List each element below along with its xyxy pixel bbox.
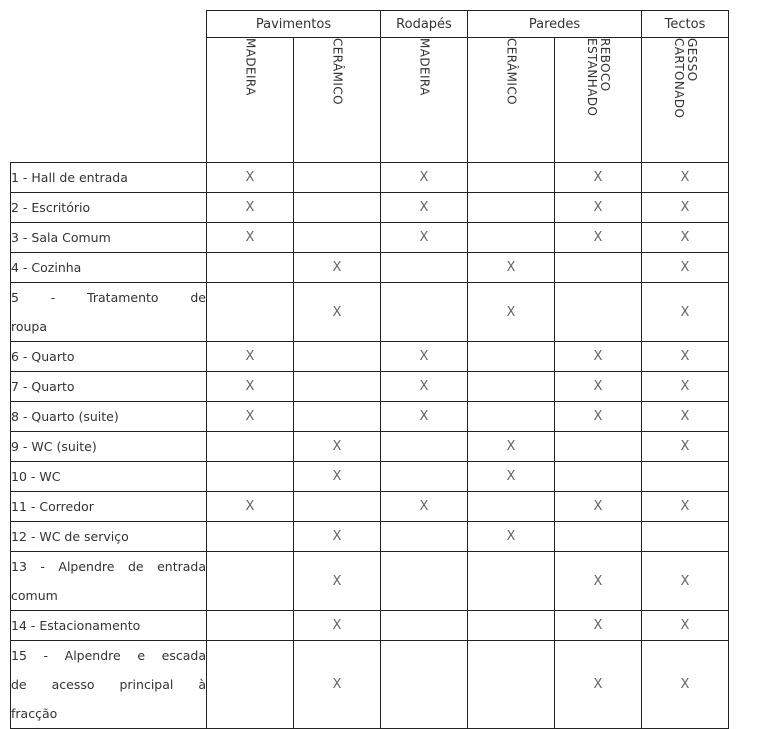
mark-cell [468, 163, 555, 193]
mark-cell: X [642, 372, 729, 402]
mark-cell: X [555, 193, 642, 223]
mark-cell [555, 462, 642, 492]
room-label [11, 641, 207, 729]
mark-cell [555, 432, 642, 462]
subheader-label: REBOCO ESTANHADO [585, 38, 612, 117]
table-row [11, 462, 729, 492]
mark-cell: X [294, 641, 381, 729]
mark-cell [381, 641, 468, 729]
mark-cell [468, 372, 555, 402]
room-label: 1 - Hall de entrada [11, 163, 207, 193]
mark-cell [468, 611, 555, 641]
mark-cell: X [294, 552, 381, 611]
room-label: 4 - Cozinha [11, 253, 207, 283]
room-label-line: comum [11, 588, 58, 603]
mark-cell: X [468, 522, 555, 552]
mark-cell [381, 462, 468, 492]
mark-cell: X [555, 611, 642, 641]
group-header-paredes: Paredes [468, 11, 642, 38]
room-label: 6 - Quarto [11, 342, 207, 372]
mark-cell: X [555, 163, 642, 193]
corner-cell [11, 11, 207, 38]
mark-cell [294, 402, 381, 432]
group-header-rodapes: Rodapés [381, 11, 468, 38]
room-label [11, 552, 207, 611]
subheader-cell [294, 38, 381, 163]
subheader-label: MADEIRA [243, 38, 258, 96]
mark-cell: X [642, 283, 729, 342]
mark-cell: X [642, 163, 729, 193]
mark-cell [294, 193, 381, 223]
mark-cell [207, 462, 294, 492]
mark-cell: X [642, 611, 729, 641]
mark-cell [642, 462, 729, 492]
mark-cell: X [555, 342, 642, 372]
mark-cell [381, 432, 468, 462]
table-row [11, 611, 729, 641]
mark-cell [468, 552, 555, 611]
mark-cell: X [294, 522, 381, 552]
finishes-table [10, 10, 729, 729]
room-label: 12 - WC de serviço [11, 522, 207, 552]
mark-cell [381, 552, 468, 611]
mark-cell [294, 342, 381, 372]
mark-cell [207, 522, 294, 552]
mark-cell: X [381, 163, 468, 193]
mark-cell [468, 223, 555, 253]
mark-cell: X [381, 402, 468, 432]
mark-cell [468, 342, 555, 372]
mark-cell [294, 372, 381, 402]
mark-cell [207, 552, 294, 611]
mark-cell: X [642, 223, 729, 253]
room-label-line: de acesso principal à [11, 677, 206, 692]
room-label: 7 - Quarto [11, 372, 207, 402]
room-label-line: 5 - Tratamento de [11, 290, 206, 305]
room-label: 3 - Sala Comum [11, 223, 207, 253]
mark-cell: X [642, 193, 729, 223]
mark-cell [555, 253, 642, 283]
subheader-cell [642, 38, 729, 163]
mark-cell [294, 163, 381, 193]
corner-cell [11, 38, 207, 163]
mark-cell: X [555, 492, 642, 522]
table-row [11, 432, 729, 462]
subheader-cell [207, 38, 294, 163]
mark-cell: X [207, 342, 294, 372]
table-row [11, 253, 729, 283]
mark-cell: X [468, 462, 555, 492]
subheader-cell [381, 38, 468, 163]
group-header-tectos: Tectos [642, 11, 729, 38]
mark-cell: X [642, 342, 729, 372]
mark-cell: X [642, 641, 729, 729]
mark-cell: X [381, 492, 468, 522]
room-label: 14 - Estacionamento [11, 611, 207, 641]
table-row [11, 402, 729, 432]
mark-cell: X [294, 253, 381, 283]
room-label [11, 283, 207, 342]
mark-cell: X [381, 342, 468, 372]
mark-cell: X [207, 402, 294, 432]
mark-cell [381, 611, 468, 641]
mark-cell [294, 223, 381, 253]
mark-cell: X [555, 641, 642, 729]
mark-cell: X [468, 432, 555, 462]
mark-cell: X [294, 462, 381, 492]
table-row [11, 641, 729, 729]
mark-cell: X [555, 372, 642, 402]
mark-cell [555, 283, 642, 342]
mark-cell [381, 522, 468, 552]
mark-cell [207, 253, 294, 283]
mark-cell: X [207, 223, 294, 253]
room-label-line: fracção [11, 706, 58, 721]
mark-cell: X [555, 402, 642, 432]
mark-cell: X [555, 223, 642, 253]
mark-cell [642, 522, 729, 552]
subheader-label: MADEIRA [417, 38, 432, 96]
mark-cell [555, 522, 642, 552]
subheader-cell [468, 38, 555, 163]
table-row [11, 552, 729, 611]
mark-cell [381, 253, 468, 283]
mark-cell: X [294, 611, 381, 641]
room-label: 10 - WC [11, 462, 207, 492]
mark-cell: X [555, 552, 642, 611]
mark-cell [468, 193, 555, 223]
mark-cell: X [381, 193, 468, 223]
mark-cell [294, 492, 381, 522]
table-row [11, 372, 729, 402]
room-label: 8 - Quarto (suite) [11, 402, 207, 432]
mark-cell: X [642, 552, 729, 611]
mark-cell [207, 432, 294, 462]
room-label-line: roupa [11, 319, 48, 334]
mark-cell: X [381, 372, 468, 402]
mark-cell: X [642, 432, 729, 462]
mark-cell [207, 283, 294, 342]
mark-cell [468, 641, 555, 729]
mark-cell [381, 283, 468, 342]
mark-cell: X [207, 372, 294, 402]
table-row [11, 342, 729, 372]
subheader-cell [555, 38, 642, 163]
mark-cell: X [642, 402, 729, 432]
mark-cell [207, 641, 294, 729]
mark-cell: X [468, 253, 555, 283]
room-label-line: 13 - Alpendre de entrada [11, 559, 206, 574]
mark-cell: X [381, 223, 468, 253]
mark-cell: X [207, 492, 294, 522]
mark-cell: X [207, 193, 294, 223]
mark-cell [468, 492, 555, 522]
mark-cell [207, 611, 294, 641]
room-label: 11 - Corredor [11, 492, 207, 522]
table-row [11, 223, 729, 253]
table-body [11, 163, 729, 729]
mark-cell: X [468, 283, 555, 342]
subheader-label: CERÂMICO [504, 38, 519, 105]
mark-cell: X [642, 253, 729, 283]
room-label: 9 - WC (suite) [11, 432, 207, 462]
mark-cell: X [294, 283, 381, 342]
mark-cell: X [642, 492, 729, 522]
room-label: 2 - Escritório [11, 193, 207, 223]
subheader-label: CERÂMICO [330, 38, 345, 105]
table-row [11, 193, 729, 223]
table-row [11, 163, 729, 193]
group-header-pavimentos: Pavimentos [207, 11, 381, 38]
room-label-line: 15 - Alpendre e escada [11, 648, 206, 663]
table-row [11, 283, 729, 342]
mark-cell: X [294, 432, 381, 462]
subheader-label: GESSO CARTONADO [672, 38, 699, 119]
mark-cell: X [207, 163, 294, 193]
mark-cell [468, 402, 555, 432]
table-row [11, 522, 729, 552]
table-row [11, 492, 729, 522]
